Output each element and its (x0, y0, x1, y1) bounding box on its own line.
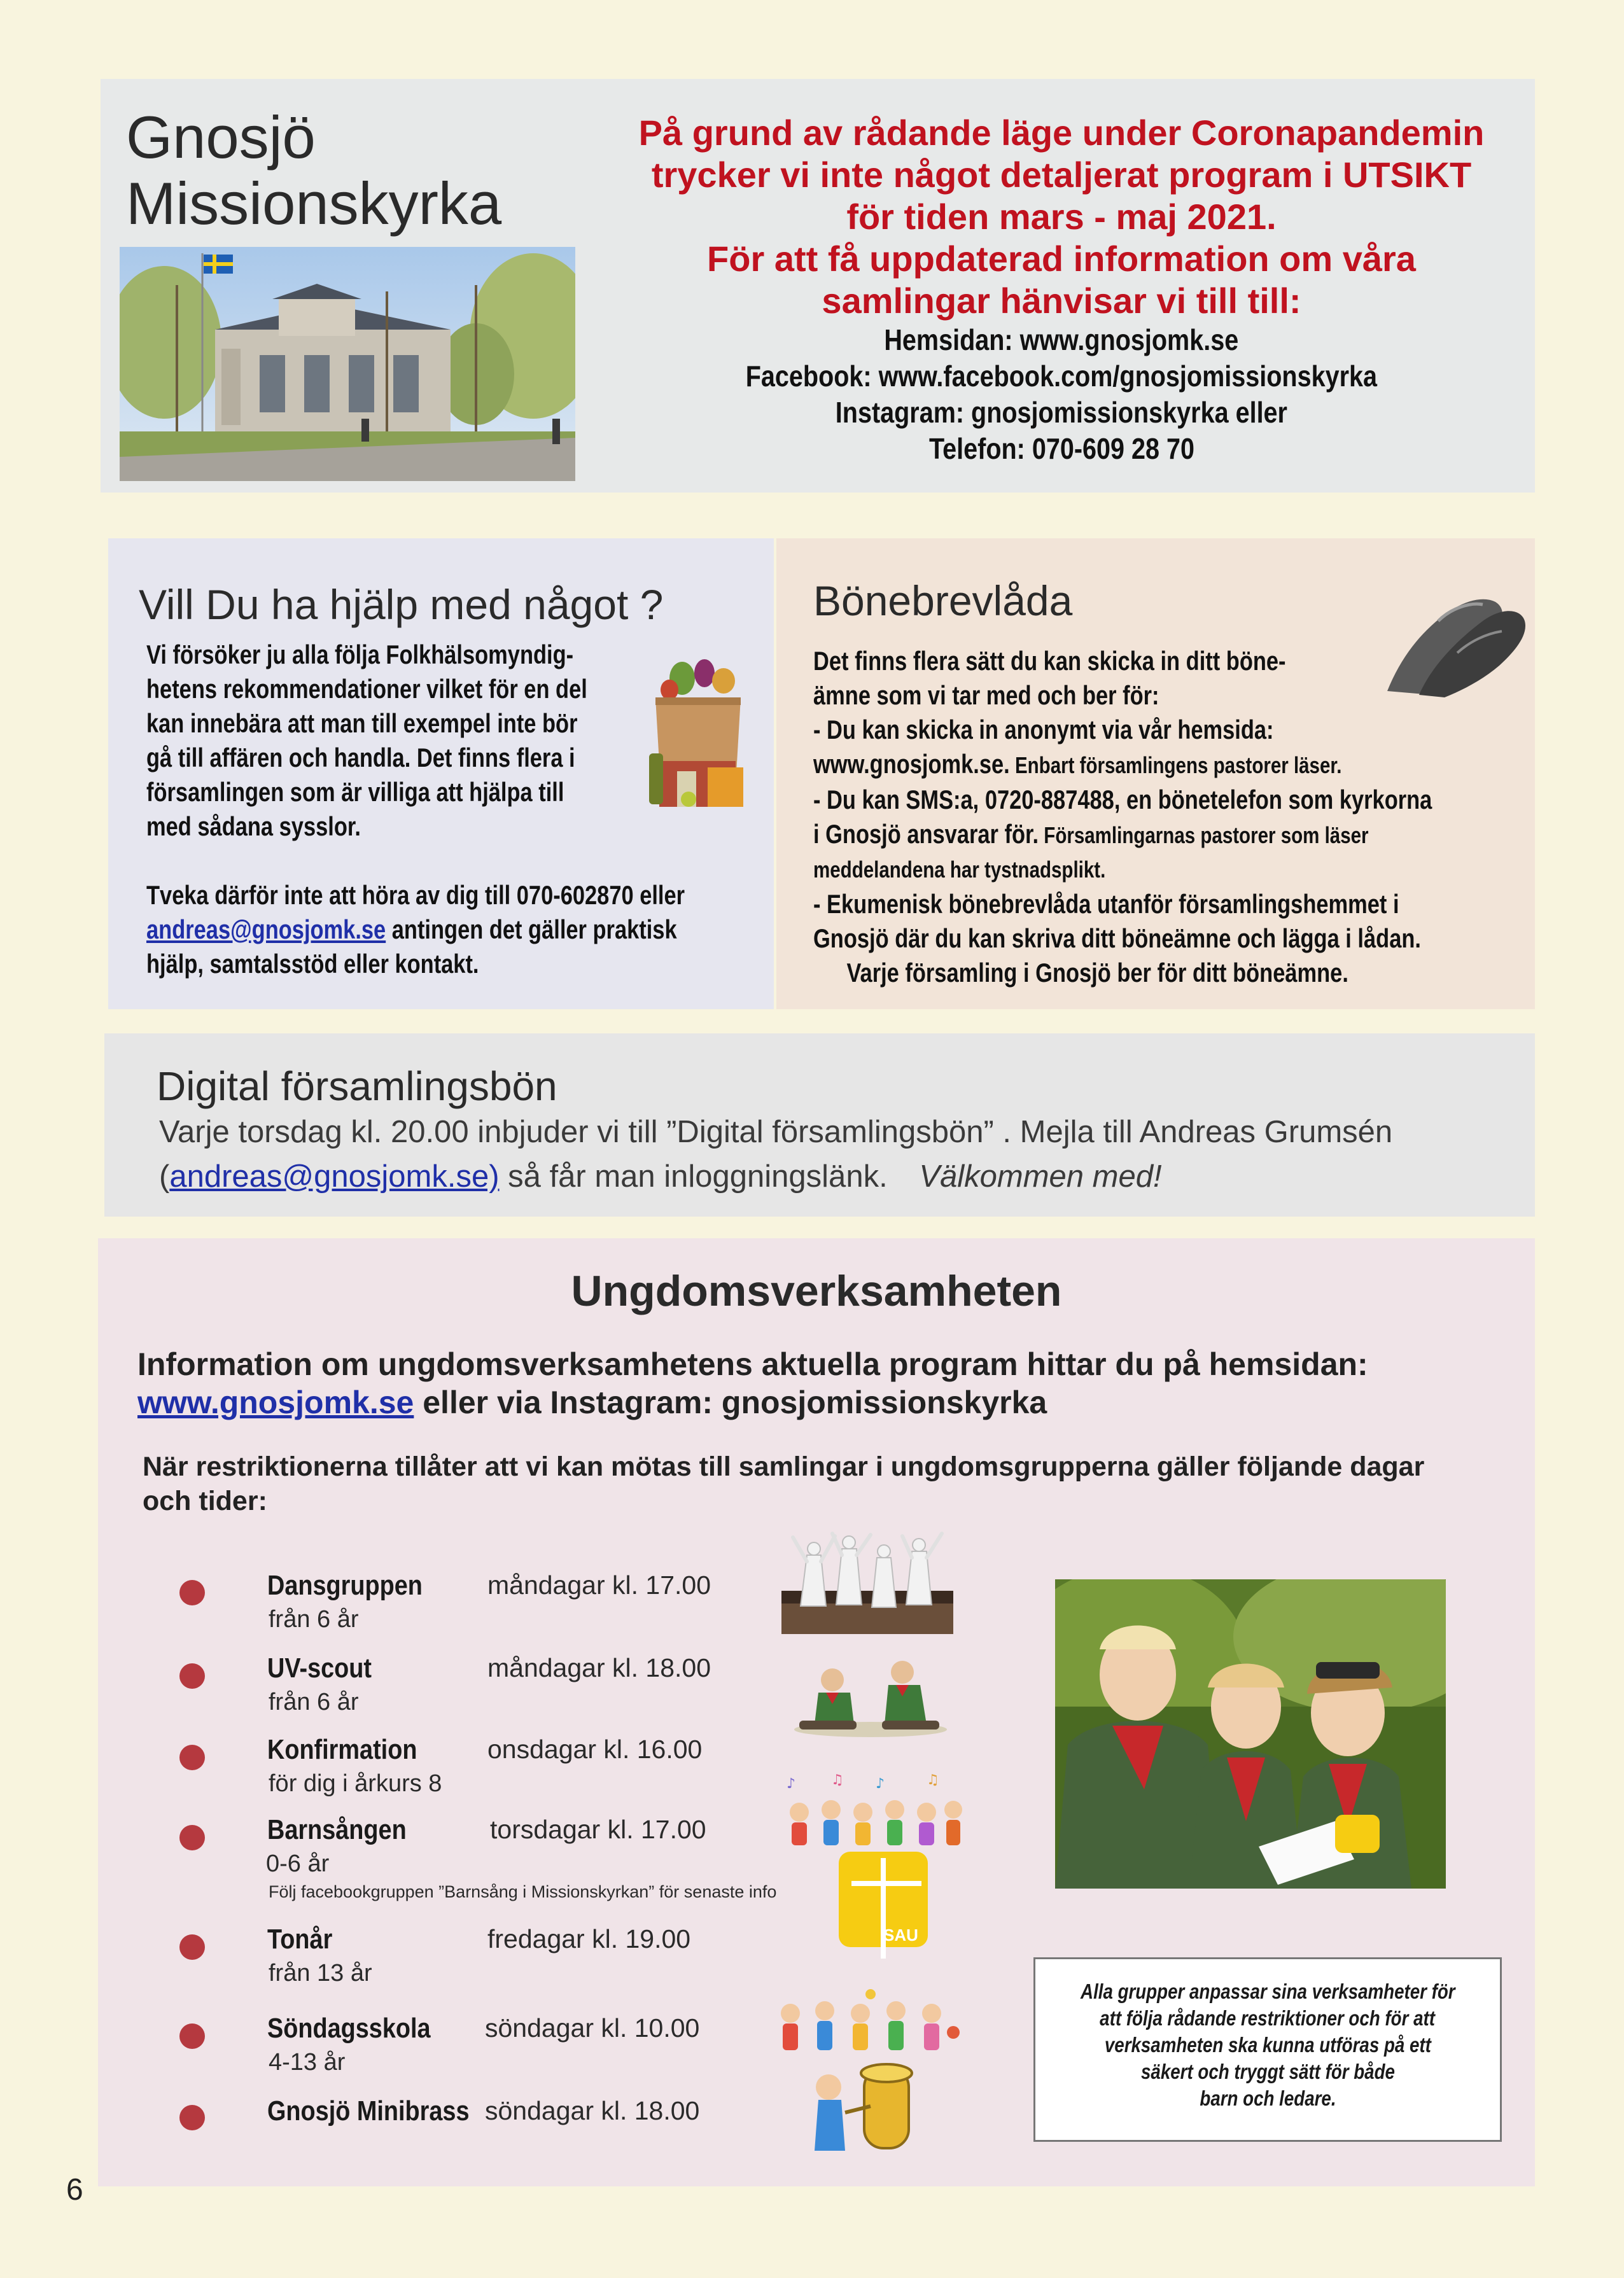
notice-line: På grund av rådande läge under Coronapandemin (638, 113, 1485, 153)
help-email-link[interactable]: andreas@gnosjomk.se (146, 914, 386, 944)
digital-prayer-section (104, 1033, 1535, 1217)
restrictions-text: När restriktionerna tillåter att vi kan mötas till samlingar i ungdomsgrupperna gäller följande dagar och tider: (143, 1451, 1425, 1516)
digital-text-line2: (andreas@gnosjomk.se) så får man inloggningslänk. Välkommen med! (159, 1159, 1162, 1194)
sau-logo (839, 1852, 928, 1960)
page-number: 6 (66, 2173, 83, 2207)
bullet-dot (179, 1663, 205, 1689)
notice-line: för tiden mars - maj 2021. (846, 197, 1277, 237)
bullet-dot (179, 2105, 205, 2130)
group-time: torsdagar kl. 17.00 (490, 1815, 706, 1844)
group-name: Söndagsskola (267, 2013, 431, 2044)
contact-facebook: Facebook: www.facebook.com/gnosjomissionskyrka (745, 360, 1378, 393)
group-age: från 13 år (269, 1960, 372, 1987)
sau-label: SAU (883, 1925, 918, 1945)
svg-text:♪: ♪ (787, 1776, 796, 1792)
group-age: från 6 år (269, 1606, 359, 1633)
brass-instrument-image (807, 2062, 934, 2153)
bullet-dot (179, 2023, 205, 2049)
help-contact-paragraph: Tveka därför inte att höra av dig till 070-602870 eller andreas@gnosjomk.se antingen det gäller praktisk hjälp, samtalsstöd eller kontakt. (146, 880, 685, 979)
group-note: Följ facebookgruppen ”Barnsång i Missionskyrkan” för senaste info (269, 1882, 777, 1901)
dance-group-image (781, 1530, 953, 1634)
bullet-dot (179, 1934, 205, 1960)
group-time: måndagar kl. 17.00 (487, 1570, 711, 1600)
notice-line: För att få uppdaterad information om våra (707, 239, 1416, 279)
bullet-dot (179, 1825, 205, 1850)
group-time: måndagar kl. 18.00 (487, 1653, 711, 1682)
group-name: Gnosjö Minibrass (267, 2095, 470, 2127)
digital-title: Digital församlingsbön (157, 1063, 557, 1109)
church-photo (120, 247, 575, 481)
corona-notice (603, 112, 1520, 467)
group-name: Barnsången (267, 1814, 407, 1845)
youth-website-link[interactable]: www.gnosjomk.se (137, 1385, 414, 1420)
svg-text:♪: ♪ (876, 1776, 885, 1792)
group-name: Konfirmation (267, 1734, 417, 1765)
group-name: Tonår (267, 1924, 333, 1955)
svg-text:♫: ♫ (927, 1774, 939, 1788)
digital-email-link[interactable]: andreas@gnosjomk.se) (169, 1159, 500, 1194)
scout-kids-image (793, 1654, 948, 1738)
contact-instagram: Instagram: gnosjomissionskyrka eller (835, 396, 1288, 429)
bullet-dot (179, 1580, 205, 1605)
group-age: för dig i årkurs 8 (269, 1770, 442, 1797)
restrictions-note-box: Alla grupper anpassar sina verksamheter för att följa rådande restriktioner och för att verksamheten ska kunna utföras på ett säkert och tryggt sätt för både barn och ledare. (1033, 1957, 1502, 2142)
scouts-photo (1055, 1579, 1446, 1889)
group-age: från 6 år (269, 1689, 359, 1715)
sunday-school-image (775, 1988, 961, 2054)
prayer-heading: Bönebrevlåda (813, 577, 1073, 624)
grocery-bag-icon (644, 659, 752, 809)
group-time: onsdagar kl. 16.00 (487, 1735, 703, 1764)
singing-children-image (780, 1774, 965, 1850)
prayer-paragraph: Det finns flera sätt du kan skicka in ditt böne- ämne som vi tar med och ber för: - Du kan skicka in anonymt via vår hemsida: www.gnosjomk.se. Enbart församlingens pastorer läser. - Du kan SMS:a, 0720-887488, en bönetelefon som kyrkorna i Gnosjö ansvarar för. Församlingarnas pastorer som läser meddelandena har tystnadsplikt. - Ekumenisk bönebrevlåda utanför församlingshemmet i Gnosjö där du kan skriva ditt böneämne och lägga i lådan. Varje församling i Gnosjö ber för ditt böneämne. (813, 646, 1432, 988)
help-heading: Vill Du ha hjälp med något ? (139, 581, 664, 628)
contact-website: Hemsidan: www.gnosjomk.se (884, 323, 1239, 356)
digital-text-line1: Varje torsdag kl. 20.00 inbjuder vi till ”Digital församlingsbön” . Mejla till Andreas Grumsén (159, 1115, 1393, 1149)
prayer-box-section (776, 538, 1535, 1009)
bullet-dot (179, 1745, 205, 1770)
help-paragraph: Vi försöker ju alla följa Folkhälsomyndig- hetens rekommendationer vilket för en del kan innebära att man till exempel inte bör gå till affären och handla. Det finns flera i församlingen som är villiga att hjälpa till med sådana sysslor. (146, 639, 587, 841)
group-name: UV-scout (267, 1653, 372, 1684)
notice-line: samlingar hänvisar vi till till: (822, 281, 1301, 321)
church-header-section (101, 79, 1535, 493)
welcome-text: Välkommen med! (919, 1159, 1162, 1194)
group-time: fredagar kl. 19.00 (487, 1924, 691, 1953)
group-name: Dansgruppen (267, 1570, 423, 1601)
group-age: 0-6 år (266, 1850, 330, 1877)
contact-phone: Telefon: 070-609 28 70 (928, 432, 1194, 465)
notice-line: trycker vi inte något detaljerat program i UTSIKT (651, 155, 1472, 195)
group-age: 4-13 år (269, 2049, 346, 2076)
church-title: Gnosjö Missionskyrka (126, 104, 502, 237)
youth-section (98, 1238, 1535, 2186)
youth-info: Information om ungdomsverksamhetens aktuella program hittar du på hemsidan: www.gnosjomk.se eller via Instagram: gnosjomissionskyrka (137, 1346, 1368, 1420)
svg-text:♫: ♫ (831, 1774, 844, 1788)
help-section (108, 538, 774, 1009)
group-time: söndagar kl. 18.00 (485, 2096, 700, 2125)
group-time: söndagar kl. 10.00 (485, 2013, 700, 2043)
youth-title: Ungdomsverksamheten (571, 1267, 1062, 1315)
